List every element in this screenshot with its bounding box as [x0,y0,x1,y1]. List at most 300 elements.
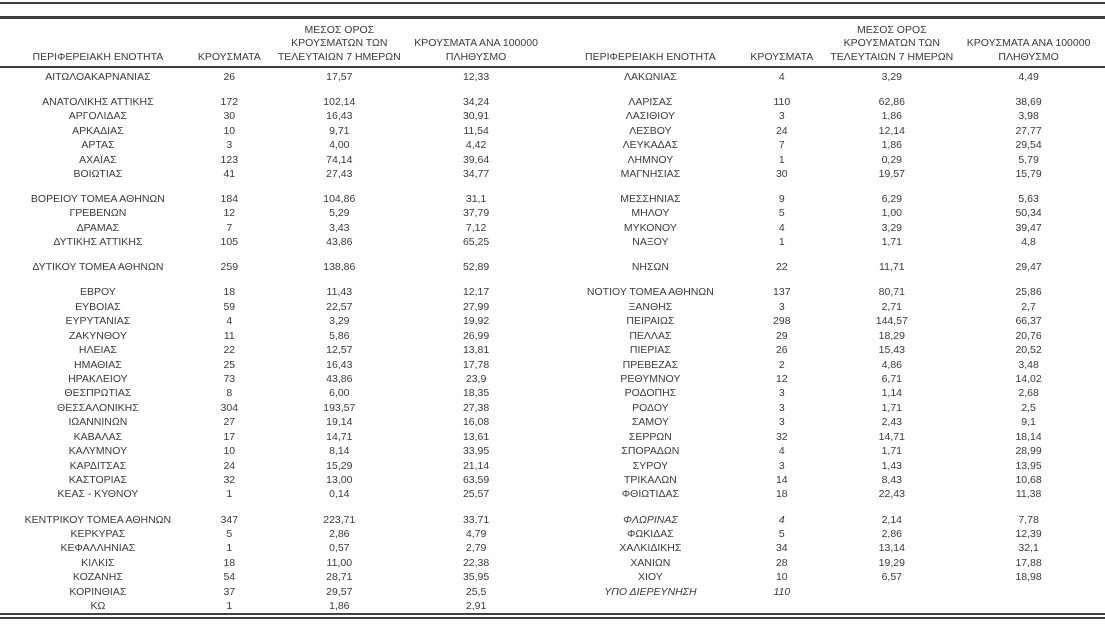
cases-cell: 105 [220,236,239,249]
region-name-cell: ΡΕΘΥΜΝΟΥ [620,372,681,385]
table-row [557,300,1094,314]
cases-cell: 3 [778,401,785,414]
per100k-cell: 2,68 [1018,387,1039,400]
region-name-cell: ΧΑΛΚΙΔΙΚΗΣ [619,542,682,555]
cases-cell: 3 [778,416,785,429]
region-name-cell: ΘΕΣΣΑΛΟΝΙΚΗΣ [57,401,139,414]
cases-cell: 30 [223,110,236,123]
cases-cell: 5 [778,527,785,540]
region-name-cell: ΚΕΡΚΥΡΑΣ [70,527,126,540]
per100k-cell: 15,79 [1015,167,1042,180]
table-row [557,556,1094,570]
per100k-cell: 11,38 [1015,488,1042,501]
avg7-cell: 16,43 [326,110,353,123]
per100k-cell: 12,33 [462,70,490,83]
table-row [557,416,1094,430]
column-header-cases: ΚΡΟΥΣΜΑΤΑ [197,50,261,63]
avg7-cell: 2,86 [881,527,903,540]
cases-cell: 59 [223,300,236,313]
cases-cell: 22 [775,261,788,274]
region-name-cell: ΗΜΑΘΙΑΣ [74,358,122,371]
table-row [4,236,541,250]
region-name-cell: ΝΟΤΙΟΥ ΤΟΜΕΑ ΑΘΗΝΩΝ [586,286,714,299]
region-name-cell: ΣΑΜΟΥ [631,416,669,429]
region-name-cell: ΛΑΣΙΘΙΟΥ [625,110,676,123]
per100k-cell: 17,78 [462,358,490,371]
cases-cell: 12 [223,207,236,220]
cases-cell: 172 [220,95,239,108]
per100k-cell: 3,98 [1018,110,1039,123]
per100k-cell: 4,49 [1018,70,1039,83]
row-spacer [4,84,541,95]
table-row [4,70,541,84]
row-spacer [4,250,541,261]
avg7-cell: 5,86 [329,329,350,342]
cases-cell: 34 [775,542,788,555]
cases-cell: 5 [226,527,233,540]
column-header-per100k: ΚΡΟΥΣΜΑΤΑ ΑΝΑ 100000 ΠΛΗΘΥΣΜΟ [414,37,538,63]
per100k-cell: 5,79 [1018,153,1039,166]
top-thin-rule [0,2,1105,4]
tables-container [0,19,1105,614]
region-name-cell: ΚΩ [90,600,106,613]
region-name-cell: ΦΩΚΙΔΑΣ [627,527,674,540]
avg7-cell: 19,57 [878,167,905,180]
cases-cell: 4 [226,315,233,328]
cases-cell: 25 [223,358,236,371]
avg7-cell: 1,86 [329,600,350,613]
avg7-cell: 193,57 [323,401,356,414]
avg7-cell: 18,29 [878,329,905,342]
table-row [4,153,541,167]
region-name-cell: ΚΑΒΑΛΑΣ [73,430,123,443]
per100k-cell: 2,91 [465,600,487,613]
region-name-cell: ΝΗΣΩΝ [631,261,669,274]
cases-cell: 24 [223,459,236,472]
per100k-cell: 25,86 [1015,286,1042,299]
region-name-cell: ΠΕΛΛΑΣ [629,329,672,342]
cases-cell: 28 [775,556,788,569]
avg7-cell: 14,71 [878,430,905,443]
avg7-cell: 15,43 [878,344,905,357]
avg7-cell: 9,71 [329,124,350,137]
per100k-cell: 13,95 [1015,459,1042,472]
per100k-cell: 18,98 [1015,571,1042,584]
left-table [0,19,553,614]
table-row [557,343,1094,357]
per100k-cell: 13,61 [462,430,490,443]
avg7-cell: 5,29 [329,207,350,220]
table-row [557,236,1094,250]
per100k-cell: 38,69 [1015,95,1042,108]
table-row [4,138,541,152]
table-row [557,286,1094,300]
table-row [4,221,541,235]
region-name-cell: ΗΛΕΙΑΣ [78,344,117,357]
table-row [557,430,1094,444]
cases-cell: 1 [778,153,785,166]
per100k-cell: 5,63 [1018,192,1039,205]
cases-cell: 12 [775,372,788,385]
table-row [557,488,1094,502]
region-name-cell: ΚΟΡΙΝΘΙΑΣ [69,585,127,598]
table-row [557,444,1094,458]
region-name-cell: ΠΡΕΒΕΖΑΣ [622,358,679,371]
cases-cell: 123 [220,153,239,166]
per100k-cell: 7,12 [465,221,487,234]
avg7-cell: 80,71 [878,286,905,299]
row-spacer [557,502,1094,513]
per100k-cell: 66,37 [1015,315,1042,328]
cases-cell: 73 [223,372,236,385]
region-name-cell: ΔΥΤΙΚΗΣ ΑΤΤΙΚΗΣ [53,236,143,249]
cases-cell: 3 [778,110,785,123]
cases-cell: 3 [226,139,233,152]
region-name-cell: ΧΙΟΥ [638,571,663,584]
avg7-cell: 6,29 [881,192,903,205]
cases-cell: 4 [778,513,785,526]
avg7-cell: 3,43 [329,221,350,234]
per100k-cell: 37,79 [462,207,490,220]
table-row [4,416,541,430]
table-row [4,109,541,123]
avg7-cell: 1,14 [881,387,903,400]
table-row [557,527,1094,541]
per100k-cell: 39,47 [1015,221,1042,234]
right-table [553,19,1105,614]
table-row [557,192,1094,206]
table-row [557,124,1094,138]
column-header-region: ΠΕΡΙΦΕΡΕΙΑΚΗ ΕΝΟΤΗΤΑ [32,50,164,63]
avg7-cell: 0,57 [329,542,350,555]
cases-cell: 29 [775,329,788,342]
cases-cell: 32 [223,474,236,487]
cases-cell: 18 [775,488,788,501]
per100k-cell: 11,54 [463,124,489,137]
avg7-cell: 2,14 [881,513,903,526]
cases-cell: 18 [223,286,236,299]
cases-cell: 347 [220,513,239,526]
cases-cell: 3 [778,300,785,313]
table-row [4,527,541,541]
row-spacer [557,84,1094,95]
table-row [4,599,541,613]
region-name-cell: ΓΡΕΒΕΝΩΝ [69,207,127,220]
cases-cell: 8 [226,387,233,400]
table-row [4,286,541,300]
per100k-cell: 25,5 [465,585,487,598]
column-header-per100k: ΚΡΟΥΣΜΑΤΑ ΑΝΑ 100000 ΠΛΗΘΥΣΜΟ [966,37,1091,63]
per100k-cell: 22,38 [462,556,490,569]
table-row [4,315,541,329]
avg7-cell: 22,57 [326,300,353,313]
table-row [4,571,541,585]
region-name-cell: ΕΥΡΥΤΑΝΙΑΣ [65,315,131,328]
table-row [557,571,1094,585]
per100k-cell: 33,71 [462,513,490,526]
header-underline-rule [0,66,1105,68]
cases-cell: 1 [226,600,233,613]
region-name-cell: ΣΠΟΡΑΔΩΝ [621,445,680,458]
per100k-cell: 25,57 [462,488,490,501]
per100k-cell: 28,99 [1015,445,1042,458]
table-row [557,542,1094,556]
per100k-cell: 34,77 [462,167,490,180]
table-row [4,488,541,502]
region-name-cell: ΦΛΩΡΙΝΑΣ [623,513,678,526]
table-row [557,358,1094,372]
region-name-cell: ΚΟΖΑΝΗΣ [72,571,123,584]
region-name-cell: ΑΝΑΤΟΛΙΚΗΣ ΑΤΤΙΚΗΣ [42,95,154,108]
table-row [4,372,541,386]
per100k-cell: 17,88 [1015,556,1042,569]
cases-cell: 9 [778,192,785,205]
table-row [4,542,541,556]
per100k-cell: 30,91 [462,110,490,123]
per100k-cell: 13,81 [462,344,490,357]
avg7-cell: 19,14 [326,416,353,429]
per100k-cell: 19,92 [462,315,490,328]
per100k-cell: 23,9 [465,372,487,385]
table-row [557,221,1094,235]
table-row [4,459,541,473]
cases-cell: 32 [775,430,788,443]
table-row [4,261,541,275]
table-row [557,372,1094,386]
cases-cell: 4 [778,221,785,234]
cases-cell: 137 [773,286,791,299]
region-name-cell: ΒΟΙΩΤΙΑΣ [73,167,123,180]
per100k-cell: 31,1 [465,192,487,205]
avg7-cell: 16,43 [326,358,353,371]
avg7-cell: 138,86 [323,261,356,274]
avg7-cell: 2,71 [881,300,903,313]
per100k-cell: 4,79 [465,527,487,540]
avg7-cell: 19,29 [878,556,905,569]
cases-cell: 1 [226,542,233,555]
table-row [4,95,541,109]
region-name-cell: ΚΑΡΔΙΤΣΑΣ [69,459,127,472]
cases-cell: 2 [778,358,785,371]
avg7-cell: 144,57 [875,315,908,328]
per100k-cell: 27,77 [1015,124,1042,137]
region-name-cell: ΧΑΝΙΩΝ [630,556,671,569]
region-name-cell: ΞΑΝΘΗΣ [628,300,673,313]
region-name-cell: ΜΕΣΣΗΝΙΑΣ [620,192,681,205]
column-header-avg7: ΜΕΣΟΣ ΟΡΟΣ ΚΡΟΥΣΜΑΤΩΝ ΤΩΝ ΤΕΛΕΥΤΑΙΩΝ 7 ΗΜΕΡΩΝ [830,23,954,63]
region-name-cell: ΚΕΦΑΛΛΗΝΙΑΣ [60,542,136,555]
table-row [4,401,541,415]
table-header-row [4,19,541,67]
region-name-cell: ΠΙΕΡΙΑΣ [629,344,671,357]
table-row [4,473,541,487]
avg7-cell: 12,57 [326,344,353,357]
per100k-cell: 27,99 [462,300,490,313]
cases-cell: 7 [226,221,233,234]
avg7-cell: 6,00 [329,387,350,400]
avg7-cell: 11,71 [879,261,905,274]
avg7-cell: 102,14 [323,95,356,108]
region-name-cell: ΚΑΛΥΜΝΟΥ [68,445,128,458]
avg7-cell: 22,43 [878,488,905,501]
per100k-cell: 2,7 [1021,300,1036,313]
per100k-cell: 39,64 [462,153,490,166]
avg7-cell: 4,86 [881,358,903,371]
region-name-cell: ΒΟΡΕΙΟΥ ΤΟΜΕΑ ΑΘΗΝΩΝ [30,192,165,205]
cases-cell: 110 [773,95,791,108]
region-name-cell: ΚΑΣΤΟΡΙΑΣ [68,474,128,487]
per100k-cell: 12,39 [1015,527,1042,540]
cases-cell: 10 [775,571,788,584]
per100k-cell: 9,1 [1021,416,1036,429]
region-name-cell: ΛΕΥΚΑΔΑΣ [622,139,679,152]
cases-cell: 26 [775,344,788,357]
avg7-cell: 11,43 [326,286,353,299]
avg7-cell: 2,43 [881,416,903,429]
avg7-cell: 2,86 [329,527,350,540]
per100k-cell: 29,47 [1015,261,1042,274]
region-name-cell: ΚΕΑΣ - ΚΥΘΝΟΥ [57,488,139,501]
row-spacer [557,275,1094,286]
per100k-cell: 27,38 [462,401,490,414]
region-name-cell: ΜΗΛΟΥ [631,207,670,220]
avg7-cell: 1,71 [881,236,903,249]
avg7-cell: 0,29 [881,153,903,166]
avg7-cell: 4,00 [329,139,350,152]
avg7-cell: 14,71 [326,430,353,443]
row-spacer [557,182,1094,193]
avg7-cell: 1,00 [881,207,903,220]
cases-cell: 14 [775,474,788,487]
avg7-cell: 0,14 [329,488,350,501]
avg7-cell: 1,43 [881,459,903,472]
table-row [4,167,541,181]
avg7-cell: 11,00 [326,556,353,569]
avg7-cell: 29,57 [326,585,353,598]
avg7-cell: 1,71 [881,401,903,414]
table-row [557,401,1094,415]
avg7-cell: 1,86 [881,110,903,123]
avg7-cell: 62,86 [878,95,905,108]
row-spacer [4,502,541,513]
avg7-cell: 3,29 [881,221,903,234]
region-name-cell: ΔΥΤΙΚΟΥ ΤΟΜΕΑ ΑΘΗΝΩΝ [32,261,164,274]
per100k-cell: 63,59 [462,474,490,487]
per100k-cell: 2,5 [1021,401,1036,414]
avg7-cell: 6,57 [881,571,903,584]
region-name-cell: ΡΟΔΟΠΗΣ [624,387,677,400]
region-name-cell: ΛΑΡΙΣΑΣ [628,95,673,108]
region-name-cell: ΑΡΚΑΔΙΑΣ [72,124,124,137]
per100k-cell: 4,42 [465,139,487,152]
region-name-cell: ΦΘΙΩΤΙΔΑΣ [621,488,679,501]
cases-cell: 30 [775,167,788,180]
avg7-cell: 8,14 [329,445,350,458]
table-row [557,315,1094,329]
column-header-cases: ΚΡΟΥΣΜΑΤΑ [750,50,814,63]
avg7-cell: 27,43 [326,167,353,180]
avg7-cell: 12,14 [878,124,905,137]
table-row [4,329,541,343]
avg7-cell: 8,43 [881,474,903,487]
row-spacer [557,250,1094,261]
per100k-cell: 18,35 [462,387,490,400]
bottom-double-rule [0,613,1105,619]
region-name-cell: ΚΙΛΚΙΣ [81,556,115,569]
cases-cell: 1 [226,488,233,501]
cases-cell: 7 [778,139,785,152]
cases-cell: 37 [223,585,236,598]
avg7-cell: 43,86 [326,236,353,249]
region-name-cell: ΑΙΤΩΛΟΑΚΑΡΝΑΝΙΑΣ [45,70,151,83]
region-name-cell: ΣΕΡΡΩΝ [628,430,672,443]
table-row [4,192,541,206]
table-row [557,207,1094,221]
avg7-cell: 1,71 [881,445,903,458]
cases-cell: 5 [778,207,785,220]
table-row [4,430,541,444]
table-row [4,207,541,221]
cases-cell: 3 [778,459,785,472]
per100k-cell: 50,34 [1015,207,1042,220]
cases-cell: 298 [773,315,791,328]
region-name-cell: ΜΑΓΝΗΣΙΑΣ [620,167,681,180]
avg7-cell: 28,71 [326,571,353,584]
avg7-cell: 223,71 [323,513,356,526]
region-name-cell: ΑΧΑΪΑΣ [79,153,117,166]
avg7-cell: 74,14 [326,153,353,166]
region-name-cell: ΕΒΡΟΥ [79,286,116,299]
per100k-cell: 12,17 [462,286,490,299]
avg7-cell: 17,57 [326,70,353,83]
table-body-left [4,67,541,614]
table-row [4,387,541,401]
table-row [557,585,1094,599]
per100k-cell: 52,89 [462,261,490,274]
avg7-cell: 3,29 [329,315,350,328]
region-name-cell: ΑΡΤΑΣ [81,139,115,152]
region-name-cell: ΛΕΣΒΟΥ [629,124,672,137]
table-row [4,513,541,527]
per100k-cell: 3,48 [1018,358,1039,371]
table-row [4,444,541,458]
per100k-cell: 32,1 [1018,542,1039,555]
cases-cell: 1 [778,236,785,249]
table-row [557,329,1094,343]
table-row [4,556,541,570]
table-row [557,513,1094,527]
per100k-cell: 2,79 [465,542,487,555]
avg7-cell: 104,86 [323,192,356,205]
cases-cell: 27 [223,416,236,429]
avg7-cell: 13,00 [326,474,353,487]
region-name-cell: ΣΥΡΟΥ [632,459,669,472]
cases-cell: 259 [220,261,239,274]
table-row [557,473,1094,487]
cases-cell: 184 [220,192,239,205]
table-row [557,70,1094,84]
table-body-right [557,67,1094,599]
cases-cell: 10 [223,124,236,137]
cases-cell: 26 [223,70,236,83]
table-row [4,585,541,599]
cases-cell: 54 [223,571,236,584]
cases-cell: 18 [223,556,236,569]
cases-cell: 304 [220,401,239,414]
row-spacer [4,182,541,193]
per100k-cell: 21,14 [462,459,490,472]
region-name-cell: ΥΠΟ ΔΙΕΡΕΥΝΗΣΗ [604,585,697,598]
